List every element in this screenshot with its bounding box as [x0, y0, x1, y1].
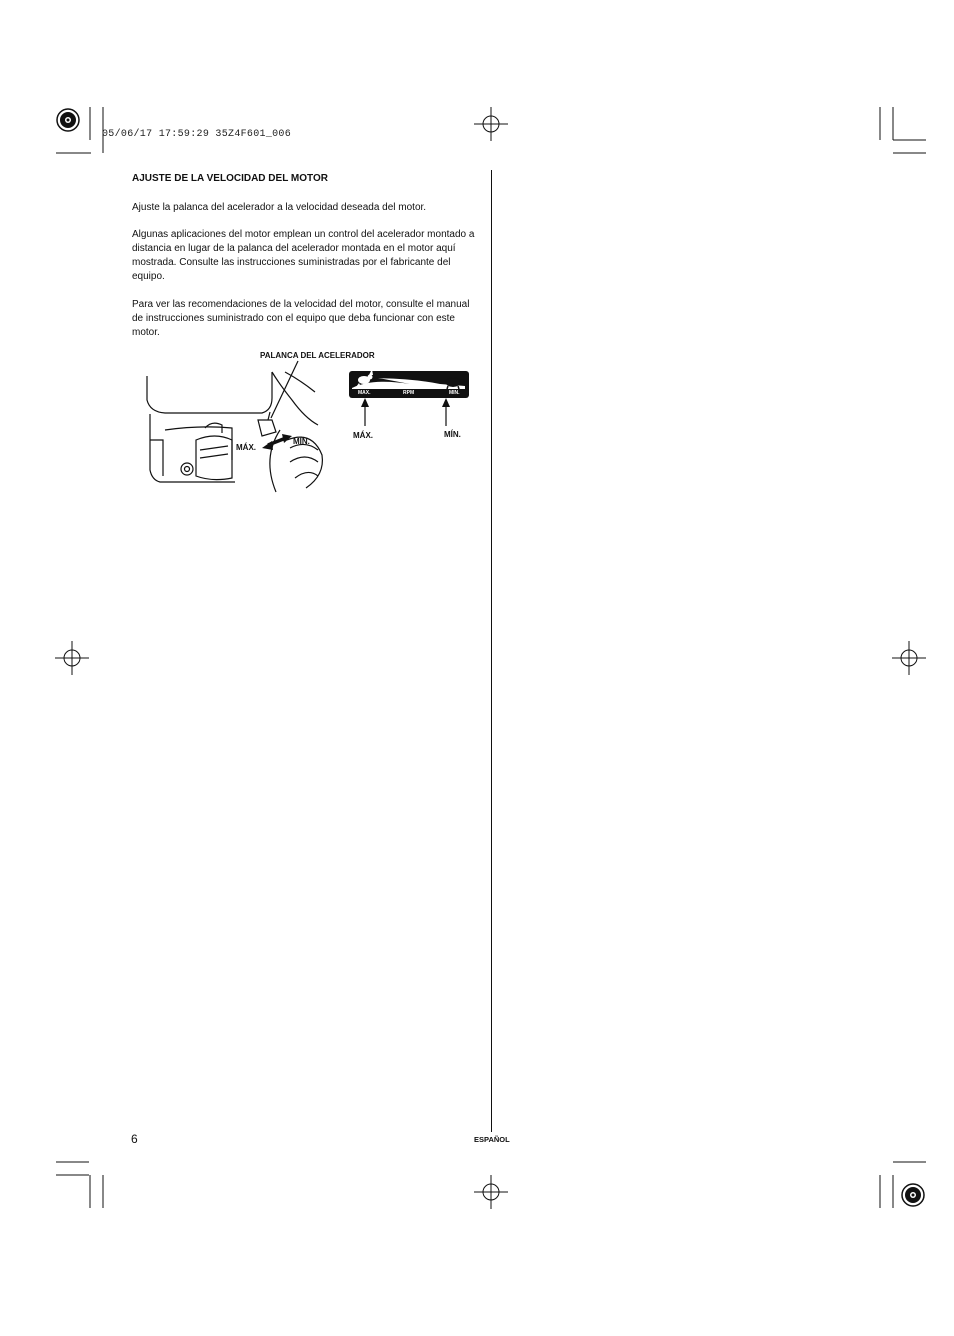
decal-min-label: MIN.: [449, 390, 460, 396]
paragraph-3: Para ver las recomendaciones de la velocidad del motor, consulte el manual de instrucciones suministrado con el equipo que deba funcionar con este motor.: [132, 299, 470, 338]
pointer-max-label: MÁX.: [353, 431, 373, 440]
decal-rpm-label: RPM: [403, 390, 415, 396]
lever-max-label: MÁX.: [236, 443, 256, 452]
decal-max-label: MAX.: [358, 390, 371, 396]
paragraph-1: Ajuste la palanca del acelerador a la velocidad deseada del motor.: [132, 202, 427, 213]
paragraph-2: Algunas aplicaciones del motor emplean un control del acelerador montado a distancia en lugar de la palanca del acelerador montada en el motor aquí mostrada. Consulte las instrucciones suministradas por el fabricante del equipo.: [132, 229, 475, 282]
lever-min-label: MÍN.: [293, 437, 310, 446]
throttle-lever-callout: PALANCA DEL ACELERADOR: [260, 351, 375, 360]
section-heading: AJUSTE DE LA VELOCIDAD DEL MOTOR: [132, 173, 328, 184]
language-label: ESPAÑOL: [474, 1135, 510, 1144]
page-number: 6: [131, 1132, 138, 1146]
print-timestamp: 05/06/17 17:59:29 35Z4F601_006: [102, 129, 292, 140]
pointer-min-label: MÍN.: [444, 430, 461, 439]
